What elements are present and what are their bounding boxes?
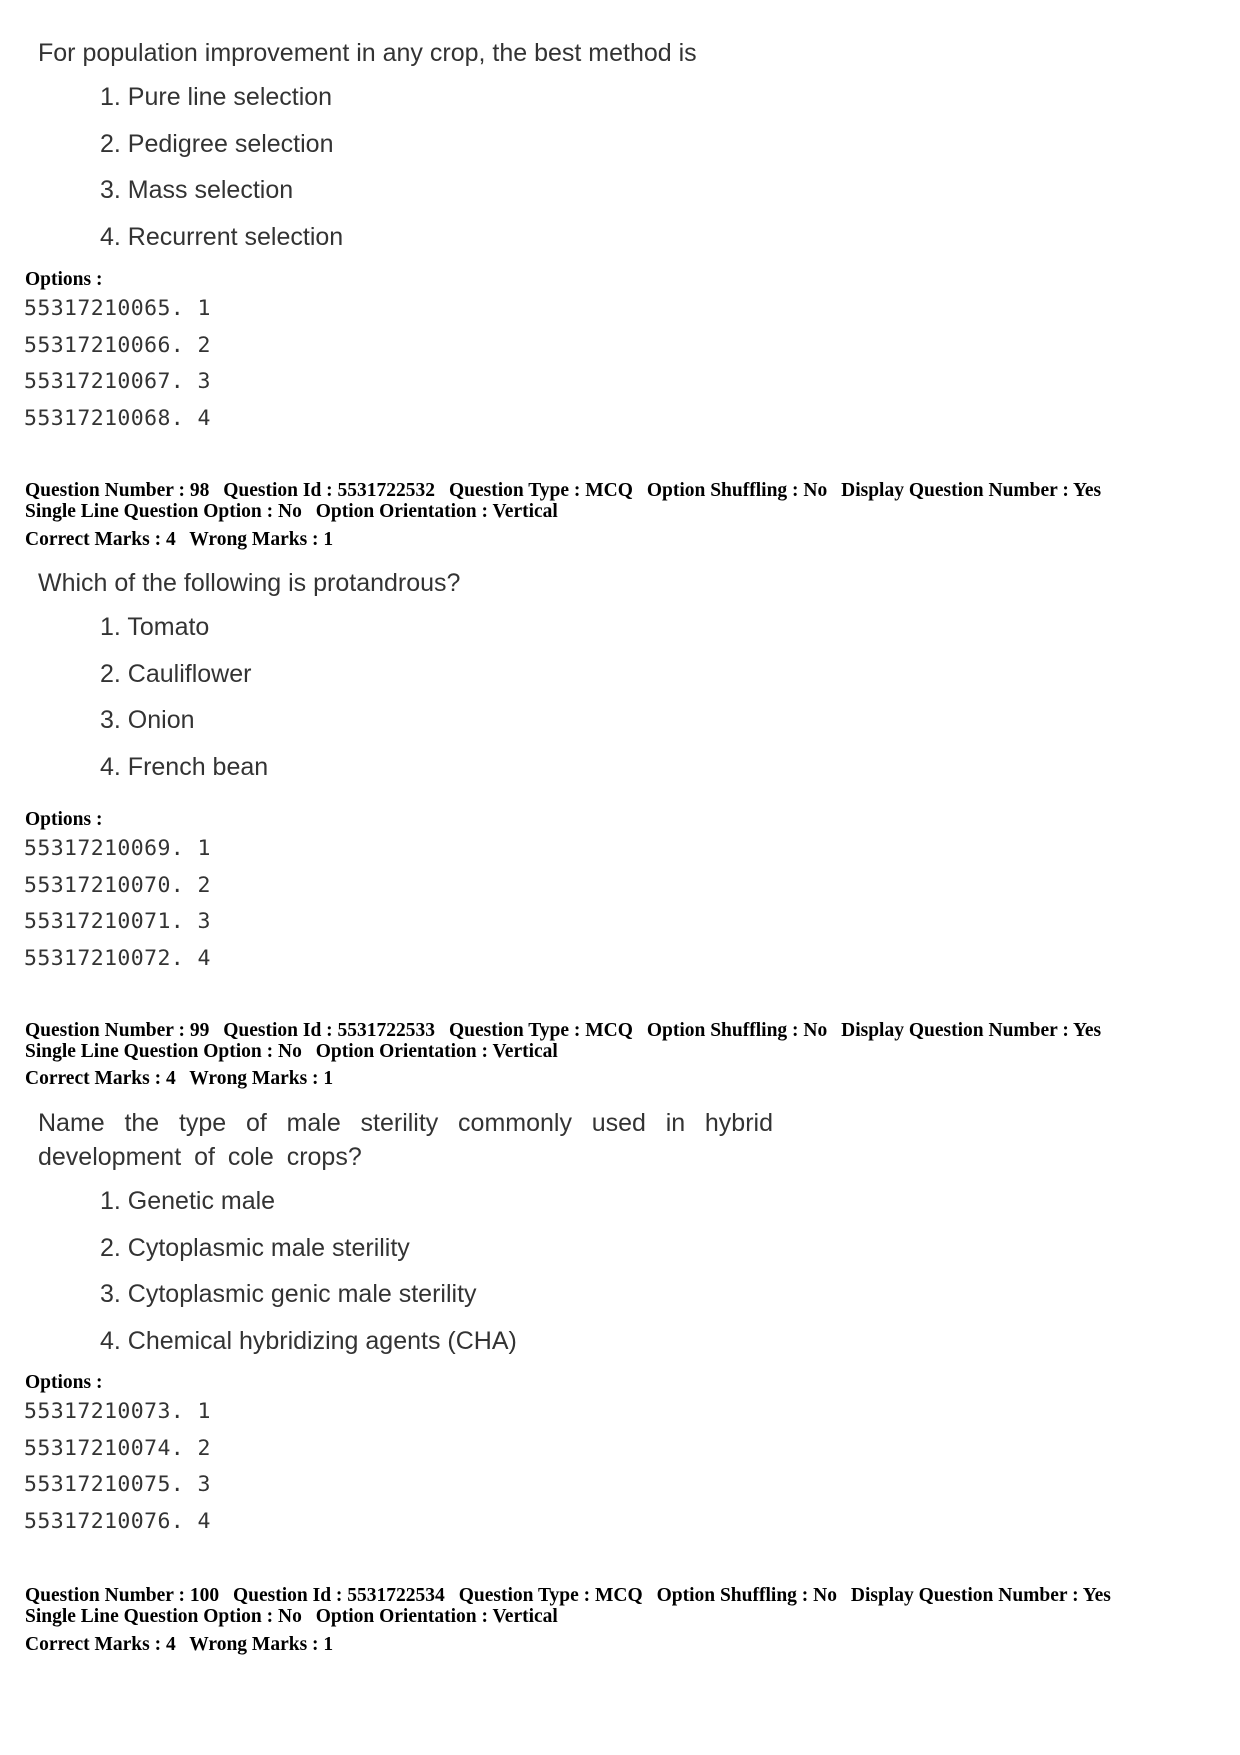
question-99-option-4: 55317210076. 4: [24, 1509, 211, 1535]
question-98-wrong-marks: Wrong Marks : 1: [189, 529, 334, 550]
question-97-choice-1: 1. Pure line selection: [100, 83, 333, 111]
question-98-option-3: 55317210071. 3: [24, 909, 211, 935]
question-97-option-4: 55317210068. 4: [24, 406, 211, 432]
question-99-display-number: Display Question Number : Yes: [841, 1020, 1102, 1041]
question-100-option-shuffling: Option Shuffling : No: [656, 1585, 837, 1606]
question-100-single-line: Single Line Question Option : No: [25, 1606, 302, 1627]
question-97-option-2: 55317210066. 2: [24, 332, 211, 358]
question-99-option-3: 55317210075. 3: [24, 1472, 211, 1498]
question-97-option-3: 55317210067. 3: [24, 369, 211, 395]
question-100-number: Question Number : 100: [25, 1585, 220, 1606]
question-100-wrong-marks: Wrong Marks : 1: [189, 1634, 334, 1655]
question-98-display-number: Display Question Number : Yes: [841, 480, 1102, 501]
question-99-orientation: Option Orientation : Vertical: [315, 1041, 558, 1062]
question-100-orientation: Option Orientation : Vertical: [315, 1606, 558, 1627]
question-100-marks: [25, 1634, 333, 1656]
question-98-marks: [25, 529, 333, 551]
question-99-image: [38, 1106, 773, 1370]
question-98-correct-marks: Correct Marks : 4: [25, 529, 176, 550]
question-100-id: Question Id : 5531722534: [232, 1585, 445, 1606]
question-99-option-shuffling: Option Shuffling : No: [646, 1020, 828, 1041]
question-98-image: [38, 566, 778, 796]
question-99-option-1: 55317210073. 1: [24, 1399, 211, 1424]
question-99-choice-2: 2. Cytoplasmic male sterility: [100, 1233, 410, 1262]
question-98-options-label: Options :: [25, 809, 103, 830]
question-98-single-line: Single Line Question Option : No: [25, 501, 302, 522]
question-99-text: Name the type of male sterility commonly used in hybrid development of cole crops?: [38, 1109, 773, 1171]
question-97-image: [38, 36, 778, 266]
question-98-option-4: 55317210072. 4: [24, 946, 211, 972]
question-98-choice-1: 1. Tomato: [100, 613, 210, 641]
question-98-option-1: 55317210069. 1: [24, 836, 211, 861]
question-99-correct-marks: Correct Marks : 4: [25, 1068, 176, 1089]
question-99-marks: [25, 1068, 333, 1090]
question-98-option-list: [24, 834, 211, 981]
question-98-id: Question Id : 5531722532: [223, 480, 436, 501]
question-97-options-label: Options :: [25, 269, 103, 290]
question-97-choice-3: 3. Mass selection: [100, 176, 294, 204]
question-97-option-list: [24, 294, 211, 441]
question-98-text: Which of the following is protandrous?: [38, 569, 461, 597]
question-100-type: Question Type : MCQ: [458, 1585, 643, 1606]
question-99-option-list: [24, 1397, 211, 1544]
question-99-number: Question Number : 99: [25, 1020, 210, 1041]
question-99-choice-1: 1. Genetic male: [100, 1187, 276, 1215]
question-100-meta: [25, 1585, 1111, 1627]
question-98-choice-2: 2. Cauliflower: [100, 659, 252, 688]
question-98-orientation: Option Orientation : Vertical: [315, 501, 558, 522]
question-97-choice-2: 2. Pedigree selection: [100, 129, 334, 158]
question-99-meta: [25, 1020, 1101, 1062]
question-99-choice-3: 3. Cytoplasmic genic male sterility: [100, 1280, 477, 1308]
question-97-choice-4: 4. Recurrent selection: [100, 222, 344, 251]
question-98-meta: [25, 480, 1101, 522]
question-98-option-2: 55317210070. 2: [24, 872, 211, 898]
question-99-options-label: Options :: [25, 1372, 103, 1393]
question-98-choice-4: 4. French bean: [100, 752, 269, 781]
question-100-correct-marks: Correct Marks : 4: [25, 1634, 176, 1655]
question-99-id: Question Id : 5531722533: [223, 1020, 436, 1041]
question-99-option-2: 55317210074. 2: [24, 1435, 211, 1461]
question-98-choice-3: 3. Onion: [100, 706, 195, 734]
question-98-option-shuffling: Option Shuffling : No: [646, 480, 828, 501]
question-97-text: For population improvement in any crop, the best method is: [38, 39, 697, 67]
question-98-number: Question Number : 98: [25, 480, 210, 501]
question-97-option-1: 55317210065. 1: [24, 296, 211, 321]
question-99-type: Question Type : MCQ: [448, 1020, 633, 1041]
question-99-single-line: Single Line Question Option : No: [25, 1041, 302, 1062]
question-100-display-number: Display Question Number : Yes: [850, 1585, 1111, 1606]
question-99-choice-4: 4. Chemical hybridizing agents (CHA): [100, 1326, 517, 1355]
question-98-type: Question Type : MCQ: [448, 480, 633, 501]
question-99-wrong-marks: Wrong Marks : 1: [189, 1068, 334, 1089]
